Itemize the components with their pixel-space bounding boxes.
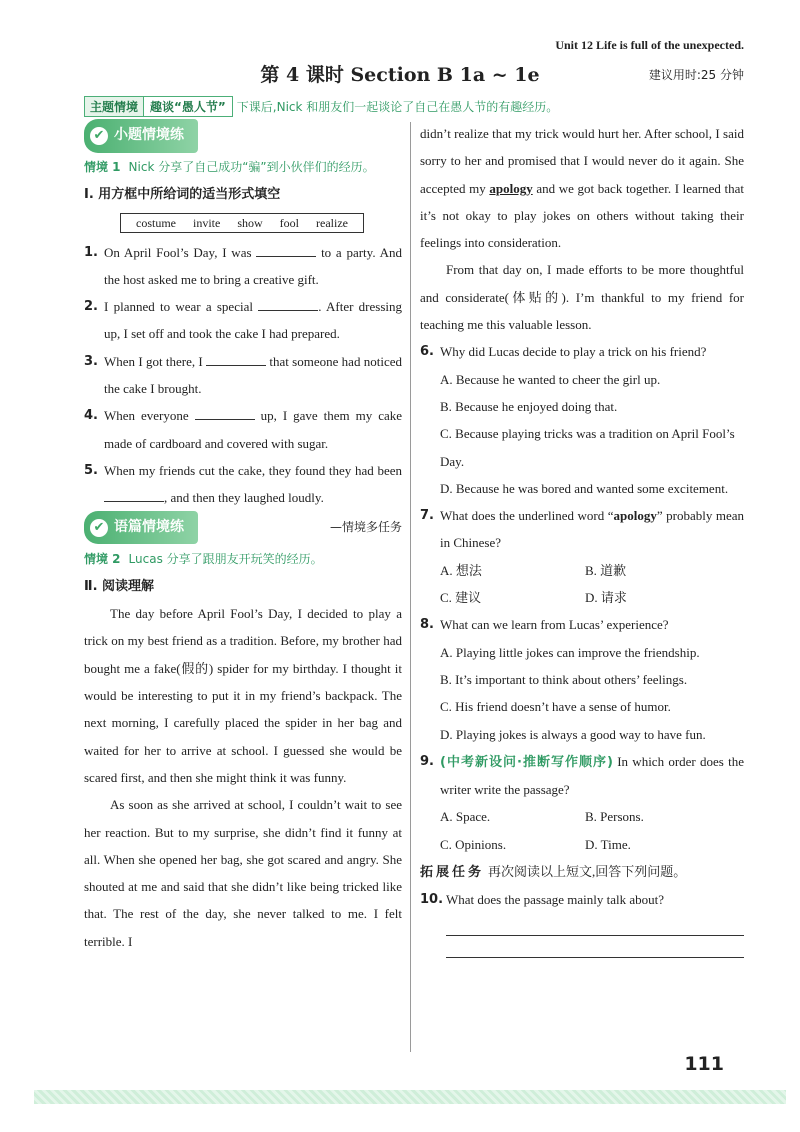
option-a[interactable]: A. Space. xyxy=(440,809,491,825)
question-text: Why did Lucas decide to play a trick on his friend? xyxy=(440,344,707,360)
question-number: 7. xyxy=(420,508,434,524)
option-b[interactable]: B. Because he enjoyed doing that. xyxy=(440,398,618,414)
theme-bar xyxy=(84,96,744,116)
answer-blank[interactable] xyxy=(104,488,164,502)
question-number: 5. xyxy=(84,462,98,478)
option-b[interactable]: B. Persons. xyxy=(585,809,644,825)
question-text: When my friends cut the cake, they found they had been xyxy=(104,462,402,478)
question-number: 6. xyxy=(420,344,434,360)
option-d[interactable]: D. Playing jokes is always a good way to have fun. xyxy=(440,726,706,742)
scene1 xyxy=(84,154,402,181)
question-keyword: apology xyxy=(613,508,657,524)
page-number: 111 xyxy=(684,1053,724,1075)
time-hint: 建议用时:25 分钟 xyxy=(648,68,744,82)
scene2 xyxy=(84,546,402,573)
options-row xyxy=(420,803,744,830)
word-box xyxy=(120,213,364,233)
answer-blank[interactable] xyxy=(258,297,318,311)
section2-header xyxy=(84,514,402,542)
option-b[interactable]: B. 道歉 xyxy=(585,562,627,578)
question-text: When everyone xyxy=(104,408,189,424)
question-2 xyxy=(84,293,402,348)
word-item: costume xyxy=(136,215,176,230)
question-text: On April Fool’s Day, I was xyxy=(104,244,252,260)
section1-title: 小题情境练 xyxy=(114,127,184,144)
section1-header xyxy=(84,122,402,150)
lesson-title: 第 4 课时 Section B 1a ~ 1e xyxy=(260,64,540,86)
theme-topic-tag: 趣谈“愚人节” xyxy=(144,96,233,117)
passage-paragraph-2-continued xyxy=(420,120,744,256)
option-d[interactable]: D. Because he was bored and wanted some excitement. xyxy=(440,480,729,496)
extension-task xyxy=(420,858,744,886)
options-row xyxy=(420,831,744,858)
question-1 xyxy=(84,239,402,294)
theme-text: 下课后,Nick 和朋友们一起谈论了自己在愚人节的有趣经历。 xyxy=(236,99,559,114)
check-icon: ✔ xyxy=(90,127,108,145)
word-item: show xyxy=(237,215,263,230)
word-item: fool xyxy=(279,215,300,230)
answer-line[interactable] xyxy=(446,936,744,958)
question-7 xyxy=(420,502,744,557)
answer-blank[interactable] xyxy=(195,406,255,420)
part1-title: Ⅰ. 用方框中所给词的适当形式填空 xyxy=(84,187,281,203)
option-c[interactable]: C. 建议 xyxy=(440,590,482,606)
options-row xyxy=(420,557,744,584)
question-text: that someone had noticed the cake I brought. xyxy=(104,353,403,397)
question-text: I planned to wear a special xyxy=(104,299,253,315)
option-d[interactable]: D. Time. xyxy=(585,836,631,852)
scene2-number: 情境 2 xyxy=(84,551,121,566)
question-text: What can we learn from Lucas’ experience? xyxy=(440,617,669,633)
question-4 xyxy=(84,402,402,457)
passage-paragraph-3: From that day on, I made efforts to be more thoughtful and considerate(体贴的). I’m thankful to my friend for teaching me this valuable lesson. xyxy=(420,262,744,333)
option-d[interactable]: D. 请求 xyxy=(585,590,627,606)
option-c[interactable]: C. Because playing tricks was a tradition on April Fool’s Day. xyxy=(440,426,735,469)
extension-label: 拓展任务 xyxy=(420,865,485,881)
question-text: ” probably mean in Chinese? xyxy=(440,508,744,551)
question-text: In which order does the writer write the passage? xyxy=(440,753,744,798)
scene1-text: Nick 分享了自己成功“骗”到小伙伴们的经历。 xyxy=(128,160,375,174)
question-number: 2. xyxy=(84,299,98,315)
question-text: . After dressing up, I set off and took the cake I had prepared. xyxy=(104,299,402,342)
section2-title: 语篇情境练 xyxy=(114,518,184,535)
question-number: 3. xyxy=(84,353,98,369)
passage-text: and we got back together. I learned that it’s not okay to play jokes on others without taking their feelings into consideration. xyxy=(420,180,745,251)
word-item: invite xyxy=(193,215,221,230)
question-8 xyxy=(420,611,744,638)
extension-text: 再次阅读以上短文,回答下列问题。 xyxy=(488,864,687,880)
word-item: realize xyxy=(316,215,348,230)
option-a[interactable]: A. 想法 xyxy=(440,562,482,578)
question-number: 9. xyxy=(420,753,434,769)
question-number: 8. xyxy=(420,617,434,633)
question-number: 1. xyxy=(84,244,98,260)
options-row xyxy=(420,584,744,611)
left-column xyxy=(84,120,402,955)
question-text: to a party. And the host asked me to bring a creative gift. xyxy=(104,244,403,287)
option-b[interactable]: B. It’s important to think about others’ feelings. xyxy=(440,671,688,687)
underlined-word: apology xyxy=(489,180,533,196)
question-3 xyxy=(84,348,402,403)
right-column xyxy=(420,120,744,958)
question-text: What does the passage mainly talk about? xyxy=(446,892,665,908)
unit-title: Unit 12 Life is full of the unexpected. xyxy=(555,38,744,52)
scene1-number: 情境 1 xyxy=(84,160,121,174)
column-divider xyxy=(410,122,411,1052)
question-text: When I got there, I xyxy=(104,353,203,369)
question-text: , and then they laughed loudly. xyxy=(164,490,324,506)
option-a[interactable]: A. Because he wanted to cheer the girl up. xyxy=(440,371,661,387)
question-number: 10. xyxy=(420,892,444,908)
option-c[interactable]: C. Opinions. xyxy=(440,836,507,852)
scene2-text: Lucas 分享了跟朋友开玩笑的经历。 xyxy=(128,551,323,566)
theme-tag: 主题情境 xyxy=(84,96,144,117)
part2-title: Ⅱ. 阅读理解 xyxy=(84,578,155,594)
question-6 xyxy=(420,338,744,365)
option-c[interactable]: C. His friend doesn’t have a sense of humor. xyxy=(440,699,671,715)
question-5 xyxy=(84,457,402,512)
question-text: What does the underlined word “ xyxy=(440,508,614,524)
answer-blank[interactable] xyxy=(256,243,316,257)
question-10 xyxy=(420,886,744,913)
option-a[interactable]: A. Playing little jokes can improve the friendship. xyxy=(440,644,700,660)
passage-paragraph-1: The day before April Fool’s Day, I decided to play a trick on my best friend as a tradition. Before, my brother had bought me a fake(假的) spider for my birthday. I thought it would be interesting to put it in my friend’s backpack. The next morning, I carefully placed the spider in her bag and waited for her to arrive at school. I guessed she would be scared first, and then she might think it was funny. xyxy=(84,606,402,785)
answer-line[interactable] xyxy=(446,914,744,936)
question-9 xyxy=(420,748,744,804)
question-number: 4. xyxy=(84,408,98,424)
question-tag: (中考新设问·推断写作顺序) xyxy=(440,754,613,770)
passage-paragraph-2: As soon as she arrived at school, I couldn’t wait to see her reaction. But to my surprise, she didn’t find it funny at all. When she opened her bag, she got scared and angry. She shouted at me and said that she didn’t like being tricked like that. The rest of the day, she never talked to me. I felt terrible. I xyxy=(84,797,402,949)
passage-text: didn’t realize that my trick would hurt her. After school, I said sorry to her and promised that I would never do it again. She accepted my xyxy=(420,126,744,196)
section2-subtitle: —情境多任务 xyxy=(329,519,402,534)
answer-blank[interactable] xyxy=(206,352,266,366)
check-icon: ✔ xyxy=(90,519,108,537)
footer-band xyxy=(34,1090,786,1104)
question-text: up, I gave them my cake made of cardboard and covered with sugar. xyxy=(104,408,403,451)
